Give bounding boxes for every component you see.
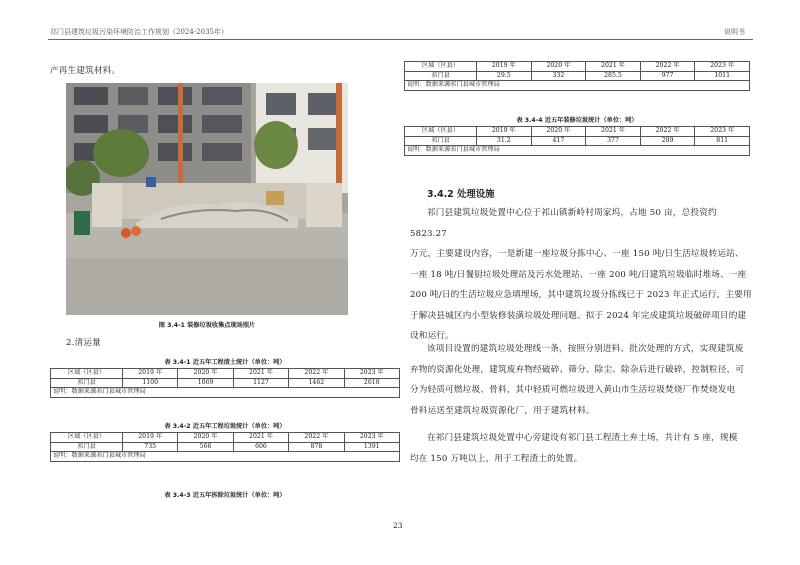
text-line: 在祁门县建筑垃圾处置中心旁建设有祁门县工程渣土弃土场，共计有 5 座，规模 — [427, 433, 738, 443]
text-line: 万元，主要建设内容，一是新建一座垃圾分拣中心、一座 150 吨/日生活垃圾转运站、 — [410, 249, 744, 259]
text-line: 该项目设置的建筑垃圾处理线一条，按照分别进料、批次处理的方式，实现建筑废 — [427, 344, 744, 354]
table-cell: 2618 — [344, 378, 399, 388]
table-header-cell: 2023 年 — [695, 127, 750, 137]
table-header-cell: 区域（区县） — [51, 433, 123, 443]
section-title-processing: 3.4.2 处理设施 — [427, 189, 495, 200]
table-header-cell: 2020 年 — [531, 62, 586, 72]
table-header-cell: 2023 年 — [344, 369, 399, 379]
text-line: 200 吨/日的生活垃圾应急填埋场，其中建筑垃圾分拣线已于 2023 年正式运行，主要用 — [410, 290, 752, 300]
text-line: 一座 18 吨/日餐厨垃圾处理站及污水处理站、一座 200 吨/日建筑垃圾临时堆场、一座 — [410, 269, 747, 280]
table-cell: 332 — [531, 71, 586, 81]
page-number: 23 — [393, 521, 403, 530]
table-cell: 566 — [178, 442, 233, 452]
table-cell: 29.5 — [477, 71, 532, 81]
table-header-row — [51, 433, 400, 443]
table4 — [404, 126, 750, 156]
table-header-cell: 2020 年 — [178, 369, 233, 379]
header-title: 祁门县建筑垃圾污染环境防治工作规划（2024-2035年） — [50, 28, 228, 36]
table-cell: 606 — [233, 442, 288, 452]
header-doc-type: 说明书 — [724, 28, 745, 36]
table-header-cell: 2022 年 — [640, 127, 695, 137]
table-cell: 811 — [695, 136, 750, 146]
table-header-cell: 2022 年 — [640, 62, 695, 72]
table-note: 说明：数据来源祁门县城市管理局 — [51, 452, 400, 462]
table-header-cell: 2023 年 — [695, 62, 750, 72]
table-cell: 祁门县 — [51, 442, 123, 452]
section-heading-clearance: 2.清运量 — [66, 338, 101, 348]
table-row — [51, 442, 400, 452]
table-header-cell: 区域（区县） — [405, 62, 477, 72]
table-header-cell: 2020 年 — [178, 433, 233, 443]
table-header-cell: 2022 年 — [289, 433, 344, 443]
table-header-cell: 2019 年 — [123, 369, 178, 379]
table-header-cell: 2022 年 — [289, 369, 344, 379]
table-cell: 祁门县 — [405, 71, 477, 81]
table-cell: 祁门县 — [51, 378, 123, 388]
table1 — [50, 368, 400, 398]
table-note: 说明：数据来源祁门县城市管理局 — [51, 388, 400, 398]
table-row — [51, 378, 400, 388]
table-cell: 31.2 — [477, 136, 532, 146]
table-header-row — [405, 62, 750, 72]
paragraph-facility — [410, 203, 755, 347]
table3-caption: 表 3.4-3 近五年拆除垃圾统计（单位：吨） — [164, 492, 286, 499]
table-row — [405, 71, 750, 81]
table3 — [404, 61, 750, 91]
table-cell: 289 — [640, 136, 695, 146]
collection-point-photo — [66, 83, 348, 315]
table2 — [50, 432, 400, 462]
table-cell: 285.5 — [586, 71, 641, 81]
table-cell: 1127 — [233, 378, 288, 388]
table-header-row — [51, 369, 400, 379]
text-line: 祁门县建筑垃圾处置中心位于祁山镇新岭村周家坞，占地 50 亩，总投资约 5823.27 — [410, 208, 717, 239]
text-line: 弃物的资源化处理，建筑废弃物经破碎、筛分、除尘、除杂后进行破碎，控制粒径，可 — [410, 364, 745, 375]
table-cell: 417 — [531, 136, 586, 146]
table-cell: 1011 — [695, 71, 750, 81]
table-header-cell: 2019 年 — [123, 433, 178, 443]
table-header-cell: 区域（区县） — [405, 127, 477, 137]
text-line: 于解决县城区内小型装修装潢垃圾处理问题。拟于 2024 年完成建筑垃圾破碎项目的建 — [410, 310, 747, 321]
text-line: 均在 150 万吨以上，用于工程渣土的处置。 — [410, 453, 583, 464]
table-note-row — [51, 388, 400, 398]
table-header-cell: 2021 年 — [586, 62, 641, 72]
table-note: 说明：数据来源祁门县城市管理局 — [405, 81, 750, 91]
table-note-row — [51, 452, 400, 462]
text-line: 设和运行。 — [410, 331, 454, 341]
table-cell: 祁门县 — [405, 136, 477, 146]
table-header-cell: 2021 年 — [233, 433, 288, 443]
intro-line: 产再生建筑材料。 — [50, 66, 121, 76]
table-cell: 735 — [123, 442, 178, 452]
table-header-cell: 2019 年 — [477, 62, 532, 72]
table-header-cell: 2021 年 — [586, 127, 641, 137]
table2-caption: 表 3.4-2 近五年工程垃圾统计（单位：吨） — [164, 423, 286, 430]
text-line: 分为轻质可燃垃圾、骨料，其中轻质可燃垃圾进入黄山市生活垃圾焚烧厂作焚烧发电 — [410, 385, 736, 395]
paragraph-process-line — [410, 339, 755, 421]
table-header-cell: 2021 年 — [233, 369, 288, 379]
table-cell: 377 — [586, 136, 641, 146]
table1-caption: 表 3.4-1 近五年工程渣土统计（单位：吨） — [164, 359, 286, 366]
table4-caption: 表 3.4-4 近五年装修垃圾统计（单位：吨） — [516, 117, 638, 124]
table-cell: 977 — [640, 71, 695, 81]
table-header-cell: 2019 年 — [477, 127, 532, 137]
header-rule — [48, 39, 753, 40]
table-header-cell: 2020 年 — [531, 127, 586, 137]
table-cell: 1100 — [123, 378, 178, 388]
photo-image — [66, 83, 348, 315]
table-note-row — [405, 81, 750, 91]
table-note: 说明：数据来源祁门县城市管理局 — [405, 146, 750, 156]
table-cell: 1462 — [289, 378, 344, 388]
figure-caption: 图 3.4-1 装修垃圾收集点现场照片 — [158, 322, 256, 329]
table-header-cell: 2023 年 — [344, 433, 399, 443]
paragraph-spoil-ground — [410, 428, 755, 469]
text-line: 骨料运送至建筑垃圾资源化厂，用于建筑材料。 — [410, 405, 595, 416]
table-header-row — [405, 127, 750, 137]
table-cell: 1069 — [178, 378, 233, 388]
table-note-row — [405, 146, 750, 156]
table-cell: 1391 — [344, 442, 399, 452]
table-cell: 878 — [289, 442, 344, 452]
table-header-cell: 区域（区县） — [51, 369, 123, 379]
table-row — [405, 136, 750, 146]
